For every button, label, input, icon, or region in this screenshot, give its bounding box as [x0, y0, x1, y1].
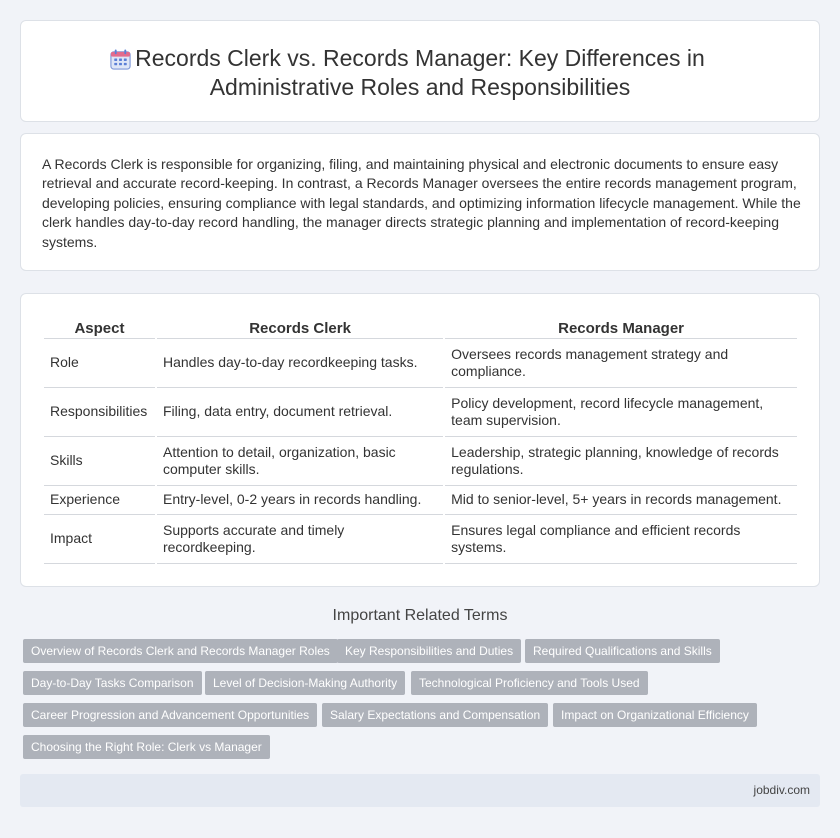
cell-clerk: Entry-level, 0-2 years in records handling. — [157, 486, 443, 515]
related-tag[interactable]: Required Qualifications and Skills — [525, 639, 720, 663]
related-tag[interactable]: Technological Proficiency and Tools Used — [411, 671, 648, 695]
related-tag[interactable]: Choosing the Right Role: Clerk vs Manager — [23, 735, 270, 759]
table-row — [44, 437, 797, 486]
related-tag[interactable]: Impact on Organizational Efficiency — [553, 703, 757, 727]
cell-aspect: Impact — [44, 515, 155, 564]
related-tag[interactable]: Key Responsibilities and Duties — [337, 639, 521, 663]
cell-clerk: Handles day-to-day recordkeeping tasks. — [157, 339, 443, 388]
cell-manager: Leadership, strategic planning, knowledge of records regulations. — [445, 437, 797, 486]
intro-paragraph: A Records Clerk is responsible for organizing, filing, and maintaining physical and electronic documents to ensure easy retrieval and accurate record-keeping. In contrast, a Records Manager oversees the entire records management program, developing policies, ensuring compliance with legal standards, and optimizing information lifecycle management. While the clerk handles day-to-day record handling, the manager directs strategic planning and implementation of record-keeping systems. — [42, 156, 801, 250]
cell-clerk: Filing, data entry, document retrieval. — [157, 388, 443, 437]
table-row — [44, 486, 797, 515]
cell-manager: Ensures legal compliance and efficient records systems. — [445, 515, 797, 564]
comparison-table-card — [20, 293, 820, 587]
related-terms-title: Important Related Terms — [332, 607, 508, 624]
related-tag[interactable]: Salary Expectations and Compensation — [322, 703, 548, 727]
comparison-table — [42, 313, 799, 564]
header-aspect: Aspect — [44, 313, 155, 339]
related-tag[interactable]: Career Progression and Advancement Opportunities — [23, 703, 317, 727]
footer — [20, 774, 820, 807]
table-header-row — [44, 313, 797, 339]
header-records-manager: Records Manager — [445, 313, 797, 339]
header-records-clerk: Records Clerk — [157, 313, 443, 339]
table-row — [44, 339, 797, 388]
cell-clerk: Attention to detail, organization, basic computer skills. — [157, 437, 443, 486]
table-row — [44, 515, 797, 564]
title-card — [20, 20, 820, 122]
cell-clerk: Supports accurate and timely recordkeeping. — [157, 515, 443, 564]
related-tag[interactable]: Day-to-Day Tasks Comparison — [23, 671, 202, 695]
footer-site[interactable]: jobdiv.com — [753, 783, 810, 797]
page-title: Records Clerk vs. Records Manager: Key Differences in Administrative Roles and Responsibilities — [135, 45, 705, 100]
cell-aspect: Role — [44, 339, 155, 388]
related-tag[interactable]: Overview of Records Clerk and Records Manager Roles — [23, 639, 338, 663]
related-tag[interactable]: Level of Decision-Making Authority — [205, 671, 405, 695]
cell-manager: Policy development, record lifecycle management, team supervision. — [445, 388, 797, 437]
cell-aspect: Responsibilities — [44, 388, 155, 437]
cell-aspect: Experience — [44, 486, 155, 515]
cell-manager: Mid to senior-level, 5+ years in records management. — [445, 486, 797, 515]
cell-manager: Oversees records management strategy and compliance. — [445, 339, 797, 388]
intro-card — [20, 133, 820, 271]
cell-aspect: Skills — [44, 437, 155, 486]
table-row — [44, 388, 797, 437]
